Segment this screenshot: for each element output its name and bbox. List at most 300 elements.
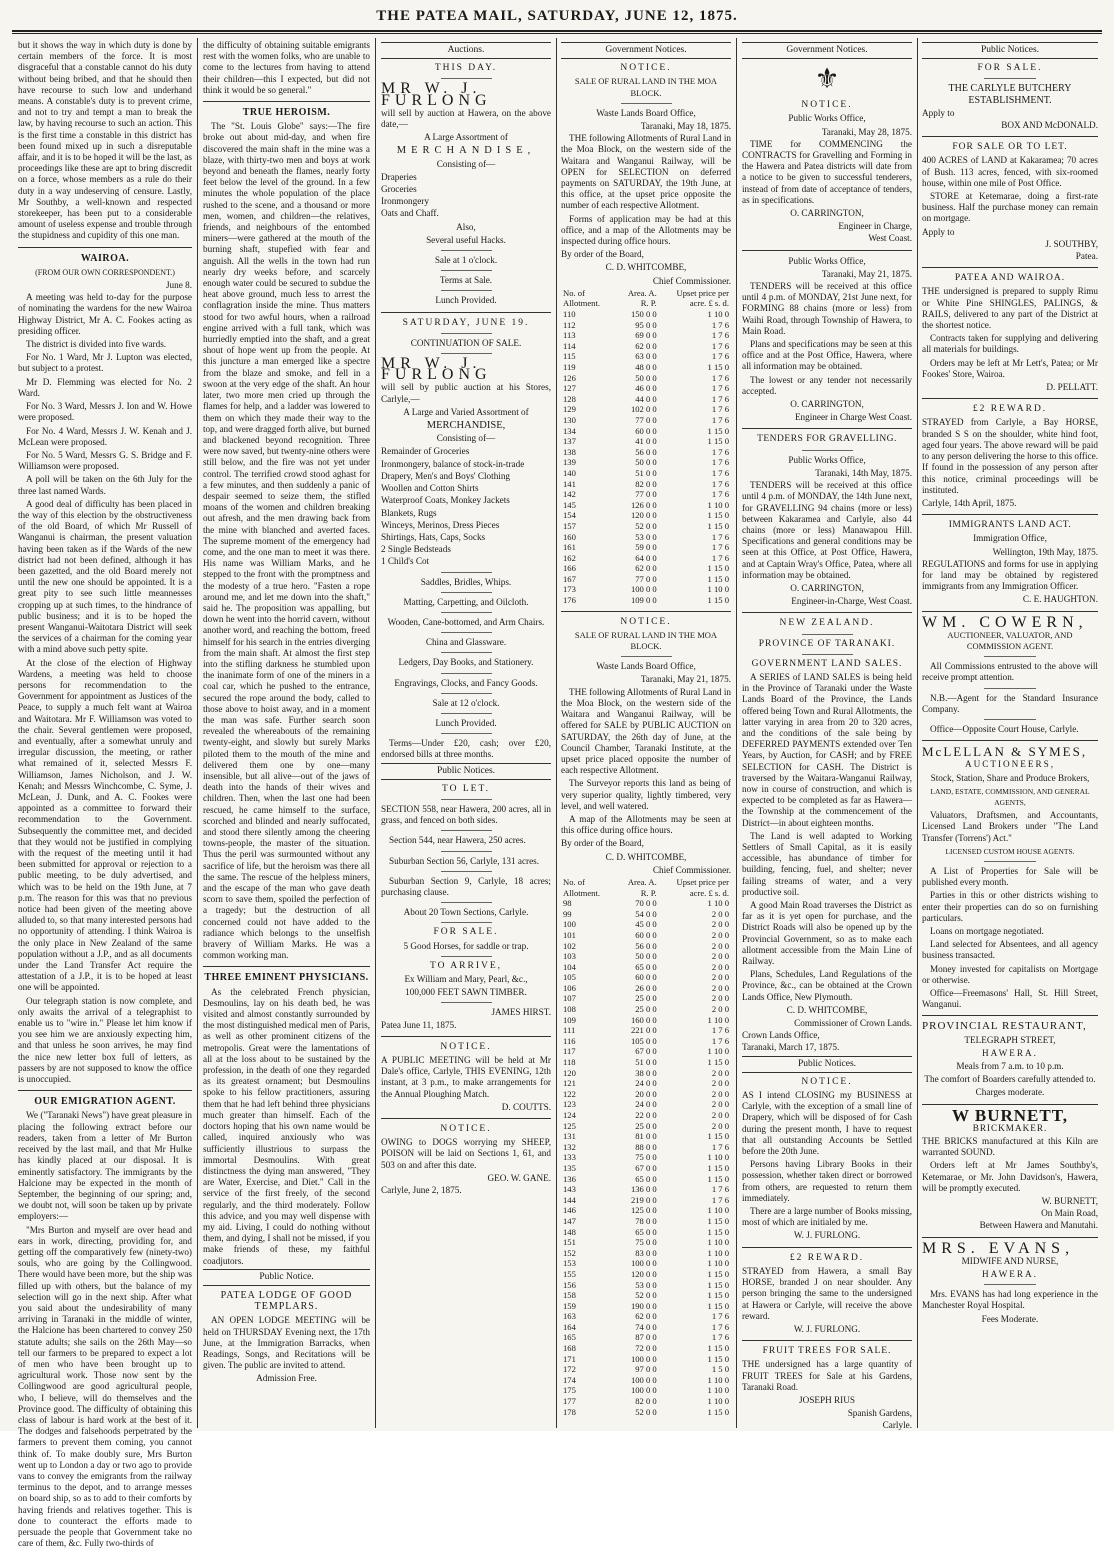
table-cell: 2 0 0 xyxy=(711,919,729,930)
place: Patea. xyxy=(1075,251,1098,262)
lodge-admission: Admission Free. xyxy=(256,1373,317,1384)
table-cell: 1 15 0 xyxy=(707,510,729,521)
table-row xyxy=(561,1396,731,1407)
reward-title: £2 REWARD. xyxy=(789,1252,865,1263)
table-cell: 51 0 0 xyxy=(635,467,657,478)
item: Winceys, Merinos, Dress Pieces xyxy=(381,519,500,530)
table-row xyxy=(561,1174,731,1185)
office: Public Works Office, xyxy=(788,255,866,266)
table-cell: 1 15 0 xyxy=(707,1057,729,1068)
table-cell: 97 0 0 xyxy=(635,1364,657,1375)
table-cell: 83 0 0 xyxy=(635,1247,657,1258)
table-cell: 1 7 6 xyxy=(711,457,729,468)
table-row xyxy=(561,415,731,426)
table-cell: 59 0 0 xyxy=(635,542,657,553)
table-cell: 1 7 6 xyxy=(711,383,729,394)
dateline: Carlyle, 14th April, 1875. xyxy=(922,497,1017,508)
separator xyxy=(441,1002,492,1003)
separator xyxy=(742,1340,912,1341)
separator xyxy=(441,799,492,800)
fruit-text: THE undersigned has a large quantity of FRUIT TREES for Sale at his Gardens, Taranaki Road. xyxy=(742,1359,912,1392)
table-cell: 65 0 0 xyxy=(635,961,657,972)
table-cell: 1 15 0 xyxy=(707,1131,729,1142)
charges: Charges moderate. xyxy=(975,1087,1045,1098)
table-cell: 172 xyxy=(563,1364,576,1375)
this-day: THIS DAY. xyxy=(434,63,498,74)
table-cell: 1 7 6 xyxy=(711,1194,729,1205)
paragraph: For No. 1 Ward, Mr J. Lupton was elected, but subject to a protest. xyxy=(18,352,192,374)
table-cell: 142 xyxy=(563,489,576,500)
valuators-text: Valuators, Draftsmen, and Accountants, Licensed Land Brokers under "The Land Transfer (Torrens') Act." xyxy=(922,810,1098,843)
section-header: Public Notices. xyxy=(922,42,1098,59)
table-row xyxy=(561,919,731,930)
notice-title: NOTICE. xyxy=(620,616,672,627)
table-cell: 120 xyxy=(563,1067,576,1078)
tenders-title: TENDERS FOR GRAVELLING. xyxy=(757,434,897,445)
engravings: Engravings, Clocks, and Fancy Goods. xyxy=(394,677,538,688)
table-cell: 121 xyxy=(563,1078,576,1089)
table-cell: 1 15 0 xyxy=(707,1215,729,1226)
separator xyxy=(742,250,912,251)
table-cell: 60 0 0 xyxy=(635,929,657,940)
table-cell: 81 0 0 xyxy=(635,1131,657,1142)
column-4 xyxy=(561,40,731,1425)
table-cell: 1 15 0 xyxy=(707,573,729,584)
table-cell: 151 xyxy=(563,1237,576,1248)
notice-text: TIME for COMMENCING the CONTRACTS for Gravelling and Forming in the Hawera and Patea districts will date from a notice to be given to successful tenderers, instead of from date of acceptance of tenders, as in specifications. xyxy=(742,138,912,205)
dateline: Taranaki, May 28, 1875. xyxy=(821,126,912,137)
table-cell: 2 0 0 xyxy=(711,993,729,1004)
sale-time: Sale at 1 o'clock. xyxy=(434,255,498,266)
table-cell: 161 xyxy=(563,542,576,553)
table-cell: 106 xyxy=(563,982,576,993)
lodge-title: PATEA LODGE OF GOOD TEMPLARS. xyxy=(220,1289,353,1313)
table-cell: 110 xyxy=(563,309,576,320)
notice-text: TENDERS will be received at this office until 4 p.m. of MONDAY, 21st June next, for FORMING 88 chains (more or less) from Waihi Road, through Township of Hawera, to Main Road. xyxy=(742,281,912,336)
dateline: Taranaki, May 21, 1875. xyxy=(821,268,912,279)
ex-ships: Ex William and Mary, Pearl, &c., xyxy=(404,973,528,984)
for-sale: FOR SALE. xyxy=(433,927,499,938)
table-cell: 2 0 0 xyxy=(711,1088,729,1099)
table-row xyxy=(561,1332,731,1343)
separator xyxy=(922,514,1098,515)
wairoa-article xyxy=(18,292,192,1085)
article-continuation: but it shows the way in which duty is done by certain members of the force. It is most disgraceful that a constable cannot do his duty without being bribed, and that he should then have recourse to such low and underhand means. A constable's duty is to prevent crime, and not to try and tempt a man to break the law, by having recourse to such an action. This is the first time a constable in this district has been found mixed up in such a disreputable affair, and it is to be hoped it will be the last, as proceedings like these are apt to bring discredit on a force, whose members as a rule do their duty in a way undeserving of censure. Lastly, Mr Southby, a well-known and respected storekeeper, has been put to a considerable amount of useless expense and trouble through the stupidness and cupidity of this one man. xyxy=(18,40,192,241)
table-row xyxy=(561,500,731,511)
paragraph: Land selected for Absentees, and all agency business transacted. xyxy=(922,939,1098,961)
table-row xyxy=(561,320,731,331)
cowern-name: WM. COWERN, xyxy=(922,613,1088,631)
separator xyxy=(441,851,492,852)
table-row xyxy=(561,436,731,447)
table-cell: 25 0 0 xyxy=(635,1004,657,1015)
table-cell: 132 xyxy=(563,1141,576,1152)
table-cell: 157 xyxy=(563,520,576,531)
table-cell: 1 10 0 xyxy=(707,1385,729,1396)
table-row xyxy=(561,1280,731,1291)
table-row xyxy=(561,489,731,500)
table-row xyxy=(561,1057,731,1068)
table-cell: 75 0 0 xyxy=(635,1237,657,1248)
table-cell: 137 xyxy=(563,436,576,447)
table-cell: 50 0 0 xyxy=(635,457,657,468)
table-cell: 108 xyxy=(563,1004,576,1015)
table-cell: 1 7 6 xyxy=(711,478,729,489)
table-row xyxy=(561,373,731,384)
table-row xyxy=(561,1364,731,1375)
table-cell: 146 xyxy=(563,1205,576,1216)
table-cell: 1 7 6 xyxy=(711,531,729,542)
table-cell: 109 0 0 xyxy=(630,595,657,606)
table-cell: 67 0 0 xyxy=(635,1046,657,1057)
separator xyxy=(441,78,492,79)
sale-title: SALE OF RURAL LAND IN THE MOA BLOCK. xyxy=(574,629,718,652)
table-cell: 1 7 6 xyxy=(711,319,729,330)
paragraph: For No. 5 Ward, Messrs G. S. Bridge and F. Williamson were proposed. xyxy=(18,449,192,472)
separator xyxy=(441,733,492,734)
table-cell: 118 xyxy=(563,1057,576,1068)
table-cell: 1 15 0 xyxy=(707,595,729,606)
table-header: Area. A. R. P. xyxy=(627,876,657,898)
table-row xyxy=(561,1311,731,1322)
separator xyxy=(18,247,192,248)
table-cell: 107 xyxy=(563,993,576,1004)
separator xyxy=(621,103,672,104)
office: Waste Lands Board Office, xyxy=(596,661,696,672)
chairs: Wooden, Cane-bottomed, and Arm Chairs. xyxy=(387,616,545,627)
separator xyxy=(922,267,1098,268)
notice-title: NOTICE. xyxy=(801,100,853,111)
table-cell: 2 0 0 xyxy=(711,940,729,951)
table-row xyxy=(561,1375,731,1386)
table-row xyxy=(561,394,731,405)
auction-text: will sell by public auction at his Stores, Carlyle,— xyxy=(381,382,551,404)
table-row xyxy=(561,1089,731,1100)
paragraph: Plans, Schedules, Land Regulations of the Province, &c., can be obtained at the Crown Lands Office, New Plymouth. xyxy=(742,969,912,1002)
table-cell: 82 0 0 xyxy=(635,1396,657,1407)
paragraph: Money invested for capitalists on Mortgage or otherwise. xyxy=(922,963,1098,985)
table-cell: 1 15 0 xyxy=(707,1406,729,1417)
separator xyxy=(922,1104,1098,1105)
table-row xyxy=(561,426,731,437)
town: HAWERA. xyxy=(982,1269,1038,1280)
separator xyxy=(742,1247,912,1248)
table-cell: 1 10 0 xyxy=(707,1247,729,1258)
map-text: A map of the Allotments may be seen at this office during office hours. xyxy=(561,813,731,836)
top-rule xyxy=(12,30,1102,32)
table-row xyxy=(561,909,731,920)
table-cell: 150 0 0 xyxy=(630,309,657,320)
customs-agents: LICENSED CUSTOM HOUSE AGENTS. xyxy=(945,846,1075,856)
table-cell: 95 0 0 xyxy=(635,319,657,330)
paragraph: We ("Taranaki News") have great pleasure in placing the following extract before our readers, taken from a letter of Mr Burton received by the last mail, and that Mr Hulke has kindly placed at our disposal. It is eminently satisfactory. The immigrants by the Halcione may be expected in the month of September, the beginning of our spring; and, we doubt not, will soon be taken up by private employers:— xyxy=(18,1110,192,1222)
table-row xyxy=(561,1322,731,1333)
table-cell: 129 xyxy=(563,404,576,415)
table-cell: 178 xyxy=(563,1406,576,1417)
section-558: SECTION 558, near Hawera, 200 acres, all in grass, and fenced on both sides. xyxy=(381,803,551,826)
table-row xyxy=(561,309,731,320)
paragraph: A good deal of difficulty has been placed in the way of this election by the obstructiveness of the old Board, of which Mr Russell of Wanganui is chairman, the present valuation having been taken as if the Wards of the new district had not been defined, although it has been gazetted, and the old Board merely not until the new one should be appointed. It is a great pity to see such little meannesses cropping up at such times, to the hindrance of public business; and it is to be hoped the present Wanganui-Waitotara District will seek the services of a chairman for the coming year with a mind above such petty spite. xyxy=(18,498,192,655)
table-cell: 120 0 0 xyxy=(630,1268,657,1279)
section-header: Government Notices. xyxy=(561,42,731,59)
section-header: Auctions. xyxy=(381,42,551,59)
table-cell: 50 0 0 xyxy=(635,951,657,962)
table-row xyxy=(561,479,731,490)
table-row xyxy=(561,584,731,595)
table-cell: 133 xyxy=(563,1152,576,1163)
paragraph: Our telegraph station is now complete, and only awaits the arrival of a telegraphist to enable us to "wire in." Please let him know if you see him we are anxiously expecting him, and that unless he soon arrives, he may find the nice new letter box full of letters, as passers by are not supposed to know the office is unoccupied. xyxy=(18,995,192,1085)
table-cell: 87 0 0 xyxy=(635,1332,657,1343)
table-row xyxy=(561,898,731,909)
separator xyxy=(381,1036,551,1037)
signature: D. COUTTS. xyxy=(501,1101,551,1112)
table-row xyxy=(561,1343,731,1354)
role: Engineer in Charge West Coast. xyxy=(794,412,912,423)
dateline: Taranaki, 14th May, 1875. xyxy=(815,467,912,478)
table-cell: 1 10 0 xyxy=(707,584,729,595)
table-cell: 1 15 0 xyxy=(707,1279,729,1290)
regulations-text: REGULATIONS and forms for use in applying for land may be obtained by registered immigrants from any Immigration Officer. xyxy=(922,558,1098,592)
hacks: Several useful Hacks. xyxy=(426,234,506,245)
table-row xyxy=(561,1036,731,1047)
table-cell: 156 xyxy=(563,1279,576,1290)
separator xyxy=(441,612,492,613)
table-row xyxy=(561,1248,731,1259)
separator xyxy=(621,656,672,657)
assortment: A Large Assortment of xyxy=(424,132,508,143)
table-cell: 2 0 0 xyxy=(711,1120,729,1131)
column-1 xyxy=(18,40,192,1549)
table-cell: 104 xyxy=(563,961,576,972)
office: Crown Lands Office, xyxy=(742,1030,820,1041)
table-cell: 154 xyxy=(563,510,576,521)
notice-text: THE following Allotments of Rural Land in the Moa Block, on the western side of the Waitara and Wanganui Railway, will be OPEN for SELECTION on deferred payments on SATURDAY, the 19th June, at this office, at the upset price opposite the number of each respective Allotment. xyxy=(561,133,731,211)
table-row xyxy=(561,1046,731,1057)
table-cell: 1 10 0 xyxy=(707,1396,729,1407)
dateline: Taranaki, March 17, 1875. xyxy=(742,1042,840,1053)
table-cell: 100 0 0 xyxy=(630,1258,657,1269)
paragraph: Mr D. Flemming was elected for No. 2 Ward. xyxy=(18,376,192,398)
table-row xyxy=(561,341,731,352)
table-row xyxy=(561,1216,731,1227)
paragraph: Office—Freemasons' Hall, St. Hill Street, Wanganui. xyxy=(922,988,1098,1010)
table-row xyxy=(561,1407,731,1418)
separator xyxy=(441,652,492,653)
table-cell: 126 0 0 xyxy=(630,499,657,510)
signature: J. SOUTHBY, xyxy=(1045,238,1098,249)
table-cell: 100 xyxy=(563,919,576,930)
table-cell: 116 xyxy=(563,1035,576,1046)
separator xyxy=(441,572,492,573)
table-cell: 1 15 0 xyxy=(707,1173,729,1184)
table-cell: 158 xyxy=(563,1290,576,1301)
street: TELEGRAPH STREET, xyxy=(964,1034,1056,1045)
signature: O. CARRINGTON, xyxy=(790,208,864,219)
separator xyxy=(381,1118,551,1119)
matting: Matting, Carpetting, and Oilcloth. xyxy=(403,596,529,607)
separator xyxy=(441,922,492,923)
table-cell: 1 7 6 xyxy=(711,1332,729,1343)
table-row xyxy=(561,404,731,415)
table-cell: 2 0 0 xyxy=(711,1099,729,1110)
table-row xyxy=(561,362,731,373)
table-cell: 128 xyxy=(563,393,576,404)
table-header: No. of Allotment. xyxy=(563,876,600,898)
separator xyxy=(441,592,492,593)
mclellan-name: McLELLAN & SYMES, xyxy=(922,744,1088,760)
column-6 xyxy=(922,40,1098,1425)
table-cell: 50 0 0 xyxy=(635,372,657,383)
consisting: Consisting of— xyxy=(436,433,496,444)
dateline: Patea June 11, 1875. xyxy=(381,1019,457,1030)
separator xyxy=(441,333,492,334)
table-cell: 2 0 0 xyxy=(711,929,729,940)
table-cell: 127 xyxy=(563,383,576,394)
item: Blankets, Rugs xyxy=(381,507,437,518)
sale-title: SALE OF RURAL LAND IN THE MOA BLOCK. xyxy=(574,76,718,98)
consisting: Consisting of— xyxy=(436,158,496,169)
item: Remainder of Groceries xyxy=(381,446,470,457)
table-cell: 1 7 6 xyxy=(711,446,729,457)
table-cell: 1 7 6 xyxy=(711,489,729,500)
table-cell: 167 xyxy=(563,573,576,584)
separator xyxy=(441,871,492,872)
column-3 xyxy=(381,40,551,1425)
table-cell: 102 xyxy=(563,940,576,951)
column-2 xyxy=(203,40,370,1425)
table-row xyxy=(561,351,731,362)
auctioneers: AUCTIONEERS, xyxy=(964,759,1056,770)
separator xyxy=(742,612,912,613)
brokers: Stock, Station, Share and Produce Brokers, xyxy=(930,772,1090,783)
dateline: Wellington, 19th May, 1875. xyxy=(992,546,1098,557)
separator xyxy=(984,688,1037,689)
evans-text: Mrs. EVANS has had long experience in the Manchester Royal Hospital. xyxy=(922,1289,1098,1311)
bricks-orders: Orders left at Mr James Southby's, Ketemarae, or Mr. John Davidson's, Hawera, will be promptly executed. xyxy=(922,1160,1098,1193)
table-cell: 48 0 0 xyxy=(635,362,657,373)
ledgers: Ledgers, Day Books, and Stationery. xyxy=(398,657,534,668)
column-divider xyxy=(917,38,918,1428)
strayed-text: STRAYED from Carlyle, a Bay HORSE, branded S S on the shoulder, white hind foot, aged four years. The above reward will be paid to any person delivering the horse to this office. If found in the possession of any person after this notice, criminal proceedings will be instituted. xyxy=(922,417,1098,495)
table-row xyxy=(561,1110,731,1121)
royal-crest-icon: ⚜ xyxy=(814,64,840,96)
table-cell: 20 0 0 xyxy=(635,1088,657,1099)
restaurant-name: PROVINCIAL RESTAURANT, xyxy=(922,1020,1087,1033)
signature: BOX AND McDONALD. xyxy=(1001,120,1098,131)
table-cell: 1 15 0 xyxy=(707,1343,729,1354)
paragraph: At the close of the election of Highway Wardens, a meeting was held to choose persons for recommendation to the Government for appointment as Justices of the Peace, to supply a much felt want at Wairoa and Waitotara. Mr F. Williamson was voted to the chair. Several gentlemen were proposed, and eventually, after a somewhat unruly and irregular discussion, the meeting, or rather what remained of it, selected Messrs F. Williamson, James Nicholson, and J. W. Kenah; and Messrs Winchcombe, C. Syme, J. McLean, J. Dunk, and A. C. Fookes were appointed as a committee to forward their recommendation to the Government. Subsequently the committee met, and decided that they would not be justified in complying with the request of the meeting until it had been submitted for approval or rejection to a public meeting, to be duly advertised, and which was to be held on the 19th June, at 7 p.m. The reason for this was that no previous notice had been given of the meeting above alluded to, so that many interested persons had no opportunity of attending. I think Wairoa is the only place in New Zealand of the same population without a J.P., and as all documents under the Land Transfer Act require the attestation of a J.P., it is to be hoped at least one will be appointed. xyxy=(18,657,192,993)
item: 2 Single Bedsteads xyxy=(381,544,451,555)
table-cell: 2 0 0 xyxy=(711,1078,729,1089)
table-cell: 153 xyxy=(563,1258,576,1269)
notice-text: THE following Allotments of Rural Land in the Moa Block, on the western side of the Waitara and Wanganui Railway, will be offered for SALE by PUBLIC AUCTION on SATURDAY, the 26th day of June, at the Council Chamber, Taranaki Institute, at the upset price placed opposite the number of each respective Allotment. xyxy=(561,686,731,776)
table-cell: 1 7 6 xyxy=(711,542,729,553)
table-row xyxy=(561,1099,731,1110)
allotment-table xyxy=(561,877,731,1417)
office: Public Works Office, xyxy=(788,113,866,124)
paragraph: Parties in this or other districts wishing to enter their properties can do so on furnishing particulars. xyxy=(922,890,1098,923)
merchandise: MERCHANDISE, xyxy=(426,420,506,432)
store-text: STORE at Ketemarae, doing a first-rate business. Half the purchase money can remain on mortgage. xyxy=(922,191,1098,224)
table-header: Upset price per acre. £ s. d. xyxy=(676,287,729,309)
cowern-role: AUCTIONEER, VALUATOR, AND COMMISSION AGENT. xyxy=(947,629,1073,651)
table-cell: 113 xyxy=(563,330,576,341)
table-row xyxy=(561,574,731,585)
table-cell: 44 0 0 xyxy=(635,393,657,404)
table-row xyxy=(561,383,731,394)
table-cell: 134 xyxy=(563,425,576,436)
dateline: Taranaki, May 18, 1875. xyxy=(640,121,731,132)
table-cell: 100 0 0 xyxy=(630,1353,657,1364)
table-cell: 2 0 0 xyxy=(711,972,729,983)
table-cell: 67 0 0 xyxy=(635,1162,657,1173)
table-cell: 102 0 0 xyxy=(630,404,657,415)
table-cell: 163 xyxy=(563,1311,576,1322)
table-row xyxy=(561,983,731,994)
closing-notice: AS I intend CLOSING my BUSINESS at Carlyle, with the exception of a small line of Drapery, which will be disposed of for Cash during the present month, I have to request that all outstanding Accounts be Settled before the 20th June. xyxy=(742,1090,912,1157)
table-cell: 1 15 0 xyxy=(707,563,729,574)
table-cell: 24 0 0 xyxy=(635,1099,657,1110)
table-row xyxy=(561,1142,731,1153)
table-cell: 1 7 6 xyxy=(711,467,729,478)
table-cell: 26 0 0 xyxy=(635,982,657,993)
lunch: Lunch Provided. xyxy=(435,717,497,728)
separator xyxy=(922,136,1098,137)
contracts-text: Contracts taken for supplying and delivering all materials for buildings. xyxy=(922,333,1098,355)
separator xyxy=(984,861,1037,862)
table-cell: 1 15 0 xyxy=(707,520,729,531)
table-cell: 105 xyxy=(563,972,576,983)
order: By order of the Board, xyxy=(561,838,644,849)
land-sales-title: GOVERNMENT LAND SALES. xyxy=(751,658,903,669)
office: Immigration Office, xyxy=(973,533,1047,544)
auction-text: will sell by auction at Hawera, on the above date,— xyxy=(381,107,551,130)
item: Groceries xyxy=(381,184,417,195)
place: Carlyle. xyxy=(882,1420,912,1431)
order: By order of the Board, xyxy=(561,249,644,260)
table-cell: 160 0 0 xyxy=(630,1014,657,1025)
separator xyxy=(742,428,912,429)
table-cell: 53 0 0 xyxy=(635,531,657,542)
china: China and Glassware. xyxy=(425,637,507,648)
table-cell: 100 0 0 xyxy=(630,1374,657,1385)
paragraph: Loans on mortgage negotiated. xyxy=(930,926,1044,936)
table-row xyxy=(561,1205,731,1216)
signature: C. D. WHITCOMBE, xyxy=(605,851,687,862)
table-cell: 63 0 0 xyxy=(635,351,657,362)
table-cell: 221 0 0 xyxy=(630,1025,657,1036)
table-cell: 1 15 0 xyxy=(707,425,729,436)
table-cell: 2 0 0 xyxy=(711,951,729,962)
paragraph: The district is divided into five wards. xyxy=(26,339,167,350)
brickmaker: BRICKMAKER. xyxy=(972,1122,1048,1133)
table-row xyxy=(561,1290,731,1301)
table-cell: 62 0 0 xyxy=(635,563,657,574)
paragraph: The Land is well adapted to Working Settlers of Small Capital, as it is easily accessible, has abundance of timber for building, fencing, fuel, and shelter; never failing streams of water, and a very productive soil. xyxy=(742,830,912,897)
table-cell: 53 0 0 xyxy=(635,1279,657,1290)
table-cell: 1 7 6 xyxy=(711,1025,729,1036)
for-sale-or-let: FOR SALE OR TO LET. xyxy=(952,142,1068,153)
signature: W. J. FURLONG. xyxy=(793,1230,861,1241)
table-cell: 145 xyxy=(563,499,576,510)
terms: Terms—Under £20, cash; over £20, endorsed bills at three months. xyxy=(381,738,551,760)
table-cell: 1 5 0 xyxy=(711,1364,729,1375)
fees: Fees Moderate. xyxy=(981,1313,1039,1324)
table-cell: 45 0 0 xyxy=(635,919,657,930)
item: Drapery, Men's and Boys' Clothing xyxy=(381,470,511,481)
table-cell: 101 xyxy=(563,929,576,940)
butchery: THE CARLYLE BUTCHERY ESTABLISHMENT. xyxy=(948,83,1072,106)
